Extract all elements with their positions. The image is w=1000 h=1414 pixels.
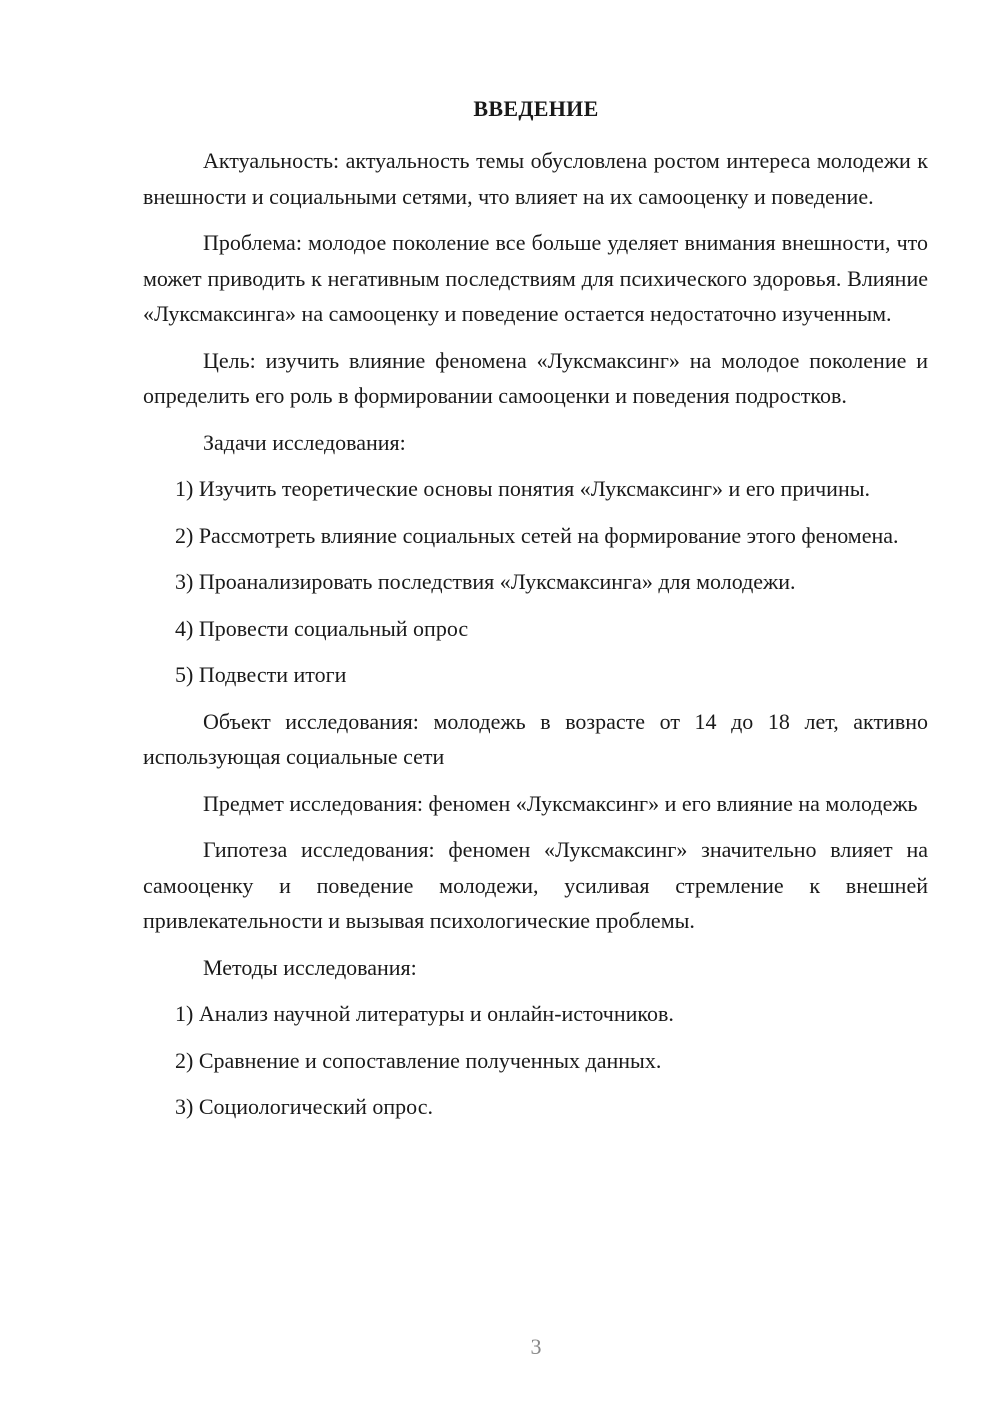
paragraph-problem: Проблема: молодое поколение все больше уделяет внимания внешности, что может приводить к негативным последствиям для психического здоровья. Влияние «Луксмаксинга» на самооценку и поведение остается недостаточно изученным. [143,230,928,326]
list-item-method-2: 2) Сравнение и сопоставление полученных данных. [175,1047,662,1073]
paragraph-hypothesis: Гипотеза исследования: феномен «Луксмаксинг» значительно влияет на самооценку и поведение молодежи, усиливая стремление к внешней привлекательности и вызывая психологические проблемы. [143,837,928,933]
list-item-method-3: 3) Социологический опрос. [175,1094,433,1119]
list-item-task-1: 1) Изучить теоретические основы понятия «Луксмаксинг» и его причины. [175,476,870,501]
paragraph-subject: Предмет исследования: феномен «Луксмаксинг» и его влияние на молодежь [203,790,918,816]
list-item-method-1: 1) Анализ научной литературы и онлайн-источников. [175,1001,674,1026]
list-item-task-3: 3) Проанализировать последствия «Луксмаксинга» для молодежи. [175,569,796,594]
paragraph-methods-heading: Методы исследования: [203,954,417,980]
page-number: 3 [530,1334,542,1359]
paragraph-tasks-heading: Задачи исследования: [203,429,406,455]
list-item-task-4: 4) Провести социальный опрос [175,615,469,641]
paragraph-relevance: Актуальность: актуальность темы обусловлена ростом интереса молодежи к внешности и социальными сетями, что влияет на их самооценку и поведение. [143,148,928,209]
page-title: ВВЕДЕНИЕ [473,96,599,121]
document-body [143,143,928,1136]
list-item-task-2: 2) Рассмотреть влияние социальных сетей на формирование этого феномена. [175,522,899,548]
paragraph-goal: Цель: изучить влияние феномена «Луксмаксинг» на молодое поколение и определить его роль в формировании самооценки и поведения подростков. [143,347,928,408]
list-item-task-5: 5) Подвести итоги [175,662,347,687]
paragraph-object: Объект исследования: молодежь в возрасте от 14 до 18 лет, активно использующая социальные сети [143,708,928,769]
